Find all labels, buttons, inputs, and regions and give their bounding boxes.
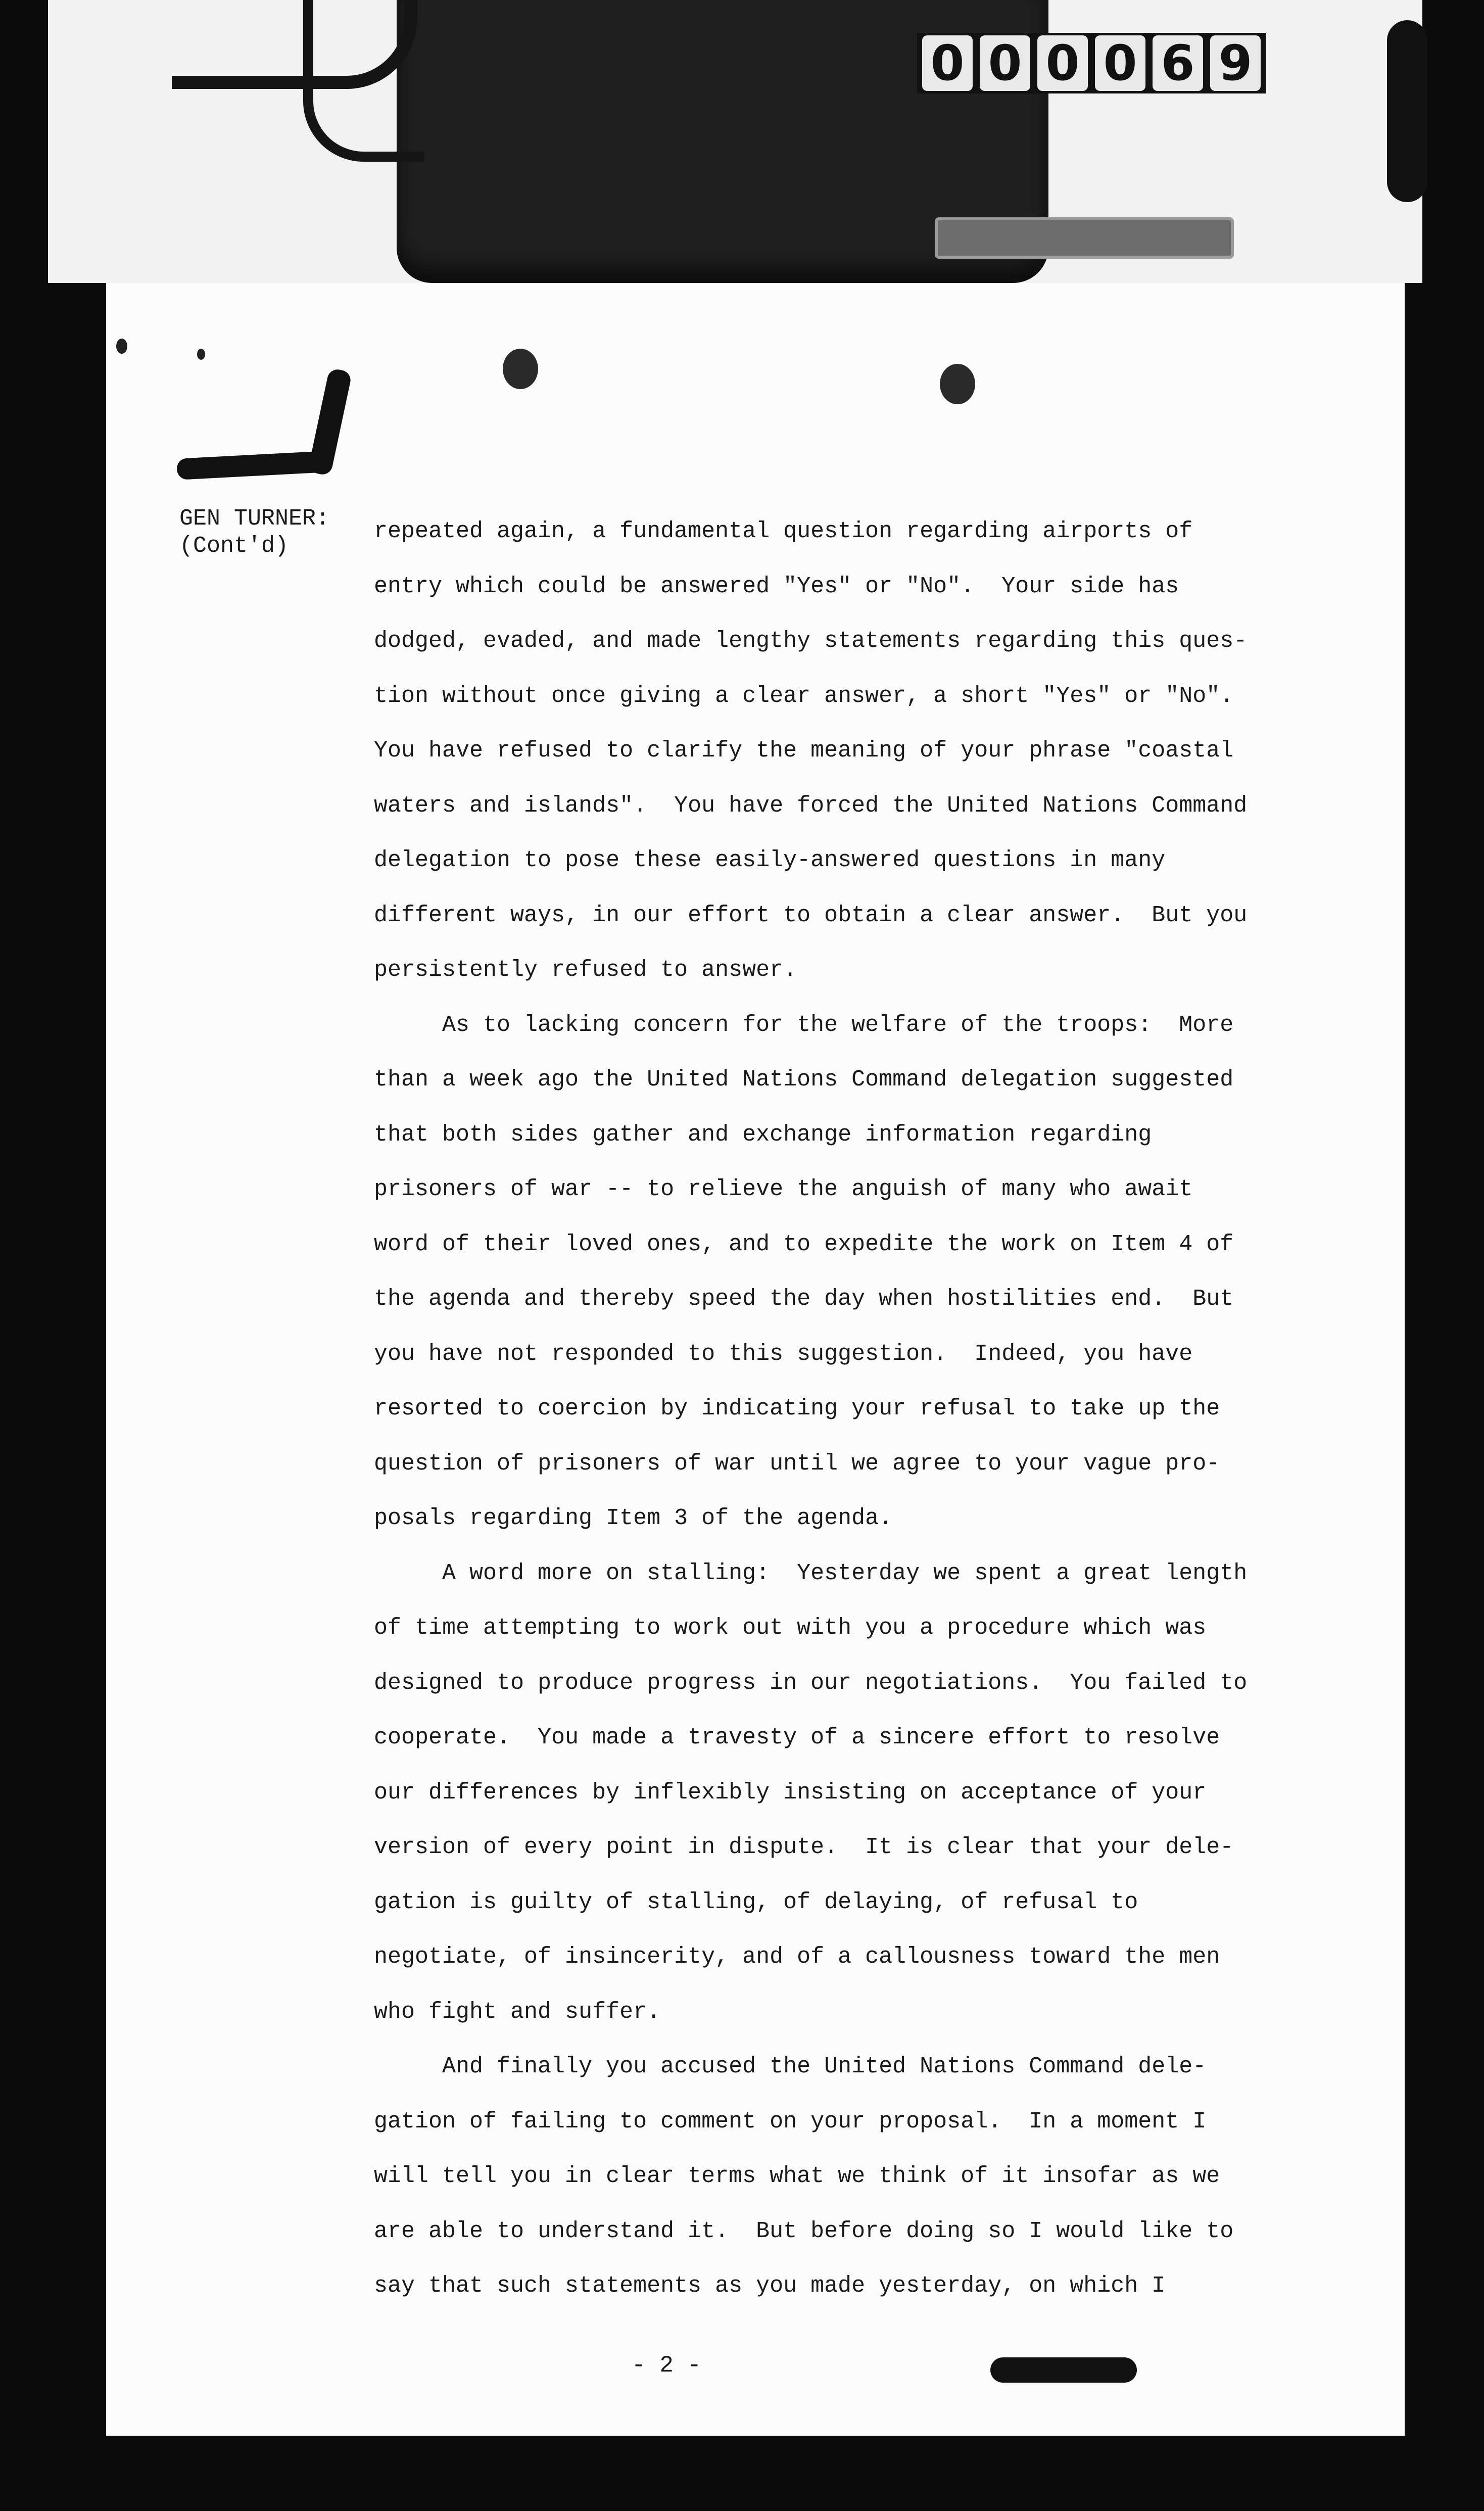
text-line: than a week ago the United Nations Command delegation suggested	[374, 1067, 1234, 1093]
text-line: resorted to coercion by indicating your refusal to take up the	[374, 1396, 1220, 1422]
punch-hole	[940, 364, 975, 404]
text-line: say that such statements as you made yesterday, on which I	[374, 2273, 1166, 2299]
text-line: waters and islands". You have forced the United Nations Command	[374, 792, 1248, 819]
text-line: As to lacking concern for the welfare of the troops: More	[374, 1012, 1234, 1038]
punch-hole	[503, 349, 538, 389]
text-line: persistently refused to answer.	[374, 957, 797, 983]
text-line: negotiate, of insincerity, and of a callousness toward the men	[374, 1944, 1220, 1970]
text-line: word of their loved ones, and to expedite the work on Item 4 of	[374, 1231, 1234, 1257]
bracket-mark	[308, 368, 353, 477]
text-line: the agenda and thereby speed the day when hostilities end. But	[374, 1286, 1234, 1312]
text-line: version of every point in dispute. It is clear that your dele-	[374, 1834, 1234, 1860]
ink-smudge	[116, 339, 127, 354]
text-line: question of prisoners of war until we agree to your vague pro-	[374, 1450, 1220, 1477]
text-line: delegation to pose these easily-answered questions in many	[374, 847, 1166, 873]
frame-counter-display	[917, 33, 1266, 93]
text-line: our differences by inflexibly insisting on acceptance of your	[374, 1779, 1207, 1806]
text-line: And finally you accused the United Nations Command dele-	[374, 2054, 1207, 2079]
text-line: A word more on stalling: Yesterday we spent a great length	[374, 1560, 1248, 1586]
text-line: dodged, evaded, and made lengthy statements regarding this ques-	[374, 628, 1248, 654]
text-line: entry which could be answered "Yes" or "No". Your side has	[374, 573, 1179, 599]
counter-digit: 0	[980, 35, 1030, 91]
text-line: are able to understand it. But before doing so I would like to	[374, 2218, 1234, 2244]
text-line: designed to produce progress in our negotiations. You failed to	[374, 1670, 1248, 1696]
redaction-mark	[990, 2357, 1137, 2383]
text-line: will tell you in clear terms what we think of it insofar as we	[374, 2163, 1220, 2189]
text-line: that both sides gather and exchange information regarding	[374, 1121, 1152, 1148]
counter-knob	[1387, 20, 1427, 202]
text-line: cooperate. You made a travesty of a sincere effort to resolve	[374, 1725, 1220, 1750]
bracket-mark	[176, 451, 329, 480]
counter-digit: 0	[922, 35, 973, 91]
text-line: gation is guilty of stalling, of delaying, of refusal to	[374, 1889, 1138, 1915]
text-line: different ways, in our effort to obtain a clear answer. But you	[374, 902, 1248, 928]
text-line: repeated again, a fundamental question regarding airports of	[374, 518, 1193, 544]
ink-smudge	[197, 349, 205, 360]
page-number: - 2 -	[632, 2352, 702, 2379]
body-text	[374, 504, 1374, 2314]
text-line: tion without once giving a clear answer, a short "Yes" or "No".	[374, 683, 1234, 709]
counter-digit: 6	[1153, 35, 1203, 91]
speaker-continued: (Cont'd)	[179, 533, 289, 559]
speaker-name: GEN TURNER:	[179, 506, 330, 532]
counter-digit: 0	[1095, 35, 1145, 91]
text-line: You have refused to clarify the meaning of your phrase "coastal	[374, 738, 1234, 764]
document-page	[106, 283, 1405, 2436]
counter-cable	[303, 0, 424, 162]
frame-counter-device	[397, 0, 1253, 283]
text-line: who fight and suffer.	[374, 1999, 661, 2025]
text-line: you have not responded to this suggestion. Indeed, you have	[374, 1341, 1193, 1367]
counter-digit: 0	[1037, 35, 1088, 91]
text-line: prisoners of war -- to relieve the anguish of many who await	[374, 1176, 1193, 1202]
text-line: of time attempting to work out with you a procedure which was	[374, 1615, 1207, 1641]
counter-digit: 9	[1210, 35, 1261, 91]
text-line: posals regarding Item 3 of the agenda.	[374, 1505, 893, 1531]
speaker-label	[179, 505, 329, 560]
counter-label-plate	[935, 217, 1234, 259]
text-line: gation of failing to comment on your proposal. In a moment I	[374, 2108, 1207, 2135]
